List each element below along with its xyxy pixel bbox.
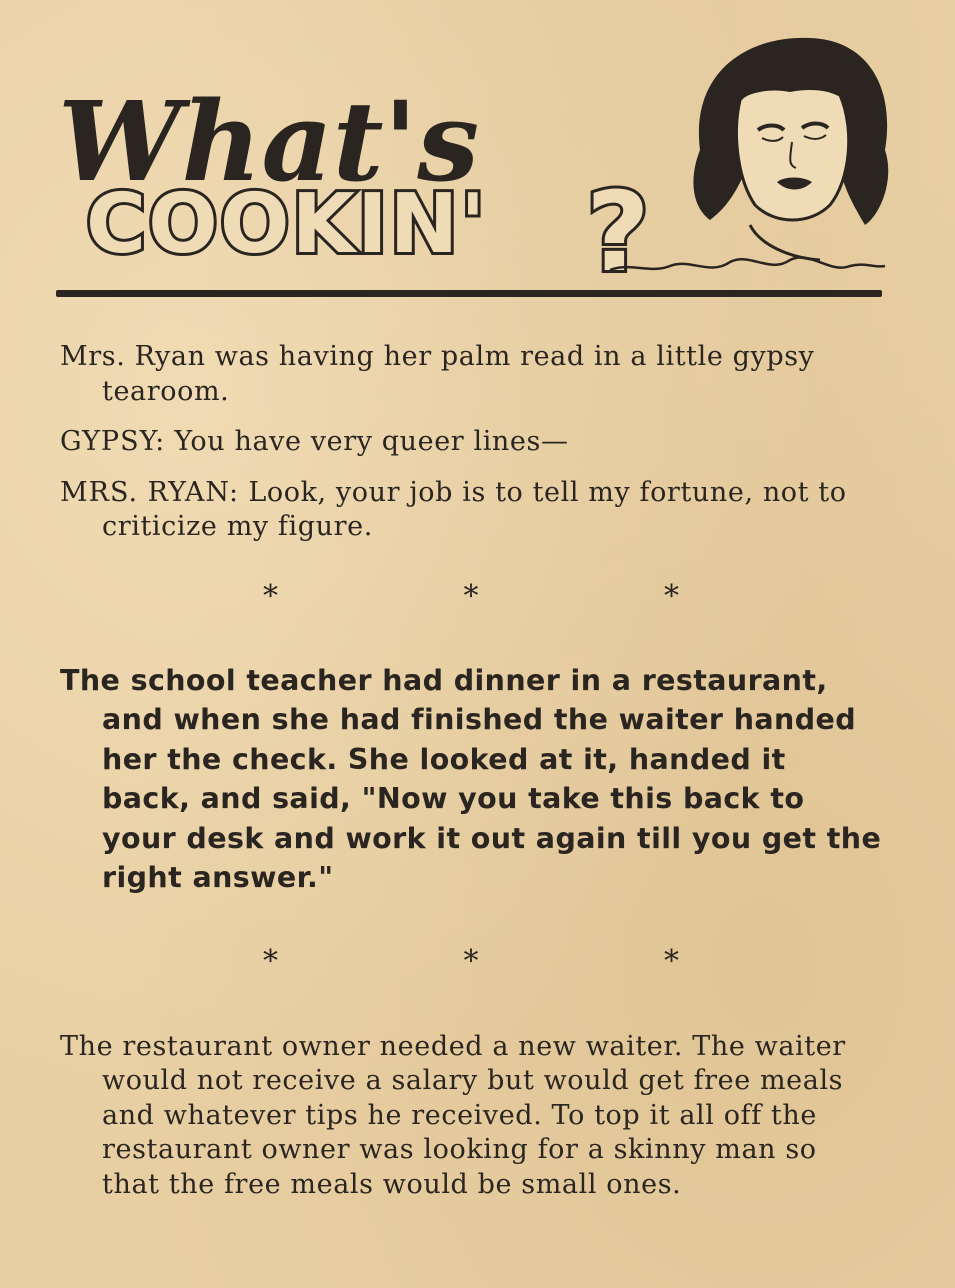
joke-1-intro-text: Mrs. Ryan was having her palm read in a little gypsy tearoom. [60, 341, 815, 407]
speaker-mrs-ryan: MRS. RYAN: [60, 476, 240, 508]
joke-1-intro [60, 340, 882, 409]
separator-stars: * * * [262, 578, 768, 614]
header-title-art [50, 30, 890, 310]
title-block-text: COOKIN' [86, 177, 488, 272]
joke-1-line-gypsy [60, 425, 882, 460]
header-rule [56, 290, 882, 297]
mrs-ryan-line-text: Look, your job is to tell my fortune, not to criticize my figure. [102, 476, 847, 542]
artist-signature-icon [610, 258, 885, 270]
joke-3-waiter: The restaurant owner needed a new waiter. The waiter would not receive a salary but would get free meals and whatever tips he received. To top it all off the restaurant owner was looking for a skinny man so that the free meals would be small ones. [60, 1030, 846, 1200]
whats-cookin-title-graphic [50, 30, 890, 290]
joke-2-teacher: The school teacher had dinner in a restaurant, and when she had finished the waiter handed her the check. She looked at it, handed it back, and said, "Now you take this back to your desk and work it out again till you get the right answer." [60, 663, 882, 894]
title-script-text: What's [58, 77, 480, 206]
gypsy-line-text: You have very queer lines— [174, 426, 569, 457]
woman-portrait-icon [693, 38, 888, 260]
speaker-gypsy: GYPSY: [60, 426, 166, 457]
article-body [60, 340, 882, 1202]
joke-1-line-mrs-ryan [60, 476, 882, 545]
separator-stars: * * * [262, 943, 768, 979]
title-question-mark: ? [586, 168, 650, 290]
